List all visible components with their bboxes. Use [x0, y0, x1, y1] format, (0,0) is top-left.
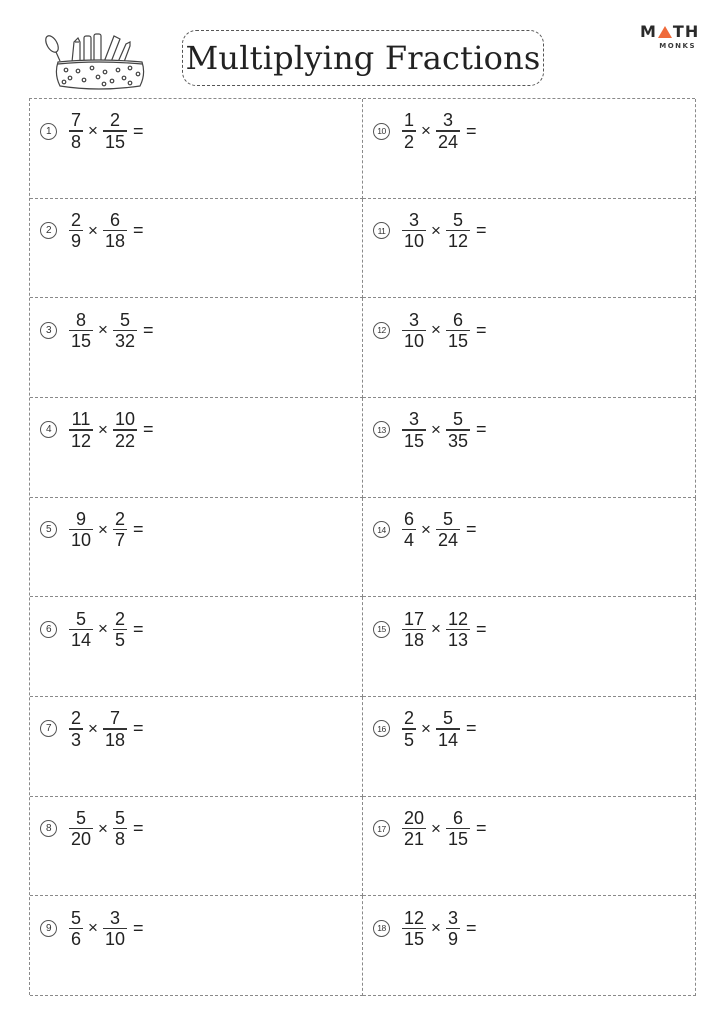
times-sign: × [431, 220, 441, 240]
fraction-a-denominator: 4 [404, 530, 415, 551]
equals-sign: = [132, 818, 144, 839]
fraction-b [113, 610, 127, 649]
problem-expression [40, 211, 144, 251]
fraction-a-denominator: 6 [71, 928, 82, 949]
math-monks-logo [640, 24, 698, 52]
problem-number-badge: 1 [40, 123, 57, 140]
fraction-a-numerator: 6 [404, 508, 415, 529]
fraction-a [402, 909, 426, 948]
fraction-b [446, 211, 470, 250]
times-sign: × [431, 419, 441, 439]
problem-cell-12[interactable] [363, 298, 696, 398]
fraction-a-numerator: 2 [71, 708, 82, 729]
fraction-a-denominator: 10 [71, 530, 92, 551]
fraction-a [402, 709, 416, 748]
equals-sign: = [476, 319, 487, 340]
problem-number-badge: 15 [373, 621, 390, 638]
fraction-b-numerator: 5 [452, 409, 463, 430]
fraction-b-denominator: 7 [114, 530, 125, 551]
problem-cell-1[interactable] [30, 99, 363, 199]
triangle-icon [658, 26, 672, 38]
problem-number-badge: 3 [40, 322, 57, 339]
fraction-a-numerator: 20 [404, 807, 425, 828]
equals-sign: = [132, 917, 144, 938]
fraction-b [113, 410, 137, 449]
times-sign: × [431, 818, 441, 838]
pencil-case-icon [42, 28, 150, 92]
problem-number-badge: 5 [40, 521, 57, 538]
fraction-a-denominator: 15 [71, 330, 92, 351]
fraction-a-denominator: 18 [404, 629, 425, 650]
problem-cell-5[interactable] [30, 498, 363, 598]
fraction-a-numerator: 8 [76, 309, 87, 330]
problem-expression [373, 809, 487, 849]
fraction-b-numerator: 5 [114, 807, 125, 828]
equals-sign: = [465, 917, 477, 938]
fraction-b [113, 311, 137, 350]
problem-cell-11[interactable] [363, 199, 696, 299]
fraction-a [69, 311, 93, 350]
fraction-b [103, 909, 127, 948]
fraction-b-denominator: 18 [104, 231, 125, 252]
title-box [182, 30, 544, 86]
problem-number-badge: 14 [373, 521, 390, 538]
fraction-b-numerator: 6 [452, 807, 463, 828]
fraction-b [103, 111, 127, 150]
problem-cell-8[interactable] [30, 797, 363, 897]
fraction-b-numerator: 5 [442, 508, 453, 529]
fraction-b [436, 510, 460, 549]
fraction-a-denominator: 2 [404, 131, 415, 152]
fraction-a [402, 410, 426, 449]
fraction-a-denominator: 3 [71, 729, 82, 750]
problem-expression [40, 609, 144, 649]
problem-cell-18[interactable] [363, 896, 696, 996]
problem-expression [40, 709, 144, 749]
fraction-b-denominator: 12 [447, 231, 468, 252]
fraction-a-numerator: 12 [404, 907, 425, 928]
fraction-b [436, 709, 460, 748]
equals-sign: = [465, 718, 477, 739]
equals-sign: = [465, 120, 477, 141]
fraction-b [446, 610, 470, 649]
problem-number-badge: 11 [373, 222, 390, 239]
times-sign: × [88, 918, 98, 938]
problem-number-badge: 4 [40, 421, 57, 438]
fraction-a-numerator: 5 [76, 608, 87, 629]
problem-expression [40, 809, 144, 849]
equals-sign: = [476, 220, 487, 241]
equals-sign: = [143, 419, 154, 440]
fraction-b-denominator: 15 [447, 330, 468, 351]
times-sign: × [431, 619, 441, 639]
problem-number-badge: 8 [40, 820, 57, 837]
fraction-b [446, 809, 470, 848]
problem-expression [40, 908, 144, 948]
fraction-b-denominator: 32 [114, 330, 135, 351]
fraction-a [69, 410, 93, 449]
fraction-b-numerator: 3 [442, 110, 453, 131]
problem-cell-17[interactable] [363, 797, 696, 897]
fraction-b [436, 111, 460, 150]
equals-sign: = [132, 718, 144, 739]
times-sign: × [431, 320, 441, 340]
problem-expression [40, 510, 144, 550]
problem-expression [373, 510, 477, 550]
equals-sign: = [476, 419, 487, 440]
fraction-a-denominator: 15 [404, 928, 425, 949]
problem-number-badge: 9 [40, 920, 57, 937]
times-sign: × [98, 818, 108, 838]
fraction-a [69, 709, 83, 748]
fraction-b-numerator: 2 [109, 110, 120, 131]
times-sign: × [98, 619, 108, 639]
times-sign: × [98, 419, 108, 439]
fraction-a-numerator: 3 [409, 309, 420, 330]
problem-cell-6[interactable] [30, 597, 363, 697]
fraction-a-denominator: 15 [404, 430, 425, 451]
problem-cell-7[interactable] [30, 697, 363, 797]
fraction-a-numerator: 2 [71, 210, 82, 230]
fraction-b-numerator: 2 [114, 508, 125, 529]
fraction-b-numerator: 10 [114, 409, 135, 430]
fraction-b-numerator: 6 [452, 309, 463, 330]
fraction-b-denominator: 24 [437, 131, 458, 152]
fraction-a-numerator: 11 [71, 409, 91, 430]
fraction-a [402, 610, 426, 649]
fraction-a-denominator: 5 [404, 729, 415, 750]
fraction-b-denominator: 15 [104, 131, 125, 152]
fraction-b [103, 709, 127, 748]
problem-expression [373, 211, 487, 251]
fraction-a [402, 311, 426, 350]
problem-number-badge: 17 [373, 820, 390, 837]
fraction-b-denominator: 18 [104, 729, 125, 750]
fraction-a [69, 211, 83, 250]
times-sign: × [431, 918, 441, 938]
fraction-b-denominator: 5 [114, 629, 125, 650]
page-title: Multiplying Fractions [185, 39, 541, 77]
fraction-a [402, 510, 416, 549]
fraction-a-denominator: 9 [71, 231, 82, 252]
problem-number-badge: 10 [373, 123, 390, 140]
problem-expression [373, 111, 477, 151]
fraction-b-denominator: 24 [437, 530, 458, 551]
fraction-a [402, 111, 416, 150]
fraction-a [69, 909, 83, 948]
times-sign: × [88, 718, 98, 738]
fraction-b-denominator: 14 [437, 729, 458, 750]
problem-number-badge: 12 [373, 322, 390, 339]
fraction-b-numerator: 3 [109, 907, 120, 928]
equals-sign: = [476, 618, 487, 639]
fraction-a-denominator: 14 [71, 629, 92, 650]
times-sign: × [88, 220, 98, 240]
fraction-a [69, 809, 93, 848]
equals-sign: = [465, 519, 477, 540]
times-sign: × [421, 718, 431, 738]
fraction-a-numerator: 3 [409, 409, 420, 430]
problem-expression [373, 310, 487, 350]
fraction-b-numerator: 5 [119, 309, 130, 330]
problem-cell-3[interactable] [30, 298, 363, 398]
problem-cell-9[interactable] [30, 896, 363, 996]
problem-expression [40, 310, 154, 350]
problem-expression [40, 410, 154, 450]
fraction-a [69, 610, 93, 649]
problem-expression [373, 410, 487, 450]
fraction-a-numerator: 5 [76, 807, 87, 828]
equals-sign: = [132, 618, 144, 639]
fraction-b-numerator: 7 [109, 708, 120, 729]
fraction-b-denominator: 9 [447, 928, 458, 949]
fraction-a-denominator: 12 [71, 430, 92, 451]
problem-expression [373, 609, 487, 649]
fraction-b [446, 311, 470, 350]
problem-cell-15[interactable] [363, 597, 696, 697]
logo-letter-m: M [640, 22, 657, 41]
equals-sign: = [132, 519, 144, 540]
equals-sign: = [476, 818, 487, 839]
problem-cell-14[interactable] [363, 498, 696, 598]
problem-expression [373, 709, 477, 749]
fraction-a-numerator: 3 [409, 210, 420, 230]
fraction-a [69, 111, 83, 150]
equals-sign: = [132, 220, 144, 241]
fraction-a-numerator: 1 [404, 110, 415, 131]
problem-number-badge: 18 [373, 920, 390, 937]
fraction-b-numerator: 3 [447, 907, 458, 928]
times-sign: × [88, 121, 98, 140]
times-sign: × [98, 320, 108, 340]
fraction-b-numerator: 6 [109, 210, 120, 230]
times-sign: × [421, 121, 431, 140]
problem-grid [29, 98, 695, 995]
fraction-b [103, 211, 127, 250]
fraction-a-numerator: 7 [71, 110, 82, 131]
fraction-a-denominator: 20 [71, 829, 92, 850]
logo-monks: MONKS [659, 42, 696, 50]
equals-sign: = [143, 319, 154, 340]
problem-number-badge: 6 [40, 621, 57, 638]
fraction-b-denominator: 35 [447, 430, 468, 451]
fraction-b [446, 909, 460, 948]
fraction-b-denominator: 8 [114, 829, 125, 850]
problem-expression [40, 111, 144, 151]
problem-number-badge: 13 [373, 421, 390, 438]
times-sign: × [98, 519, 108, 539]
fraction-b-numerator: 5 [452, 210, 463, 230]
fraction-b [113, 510, 127, 549]
fraction-b-numerator: 12 [447, 608, 468, 629]
problem-cell-2[interactable] [30, 199, 363, 299]
logo-letters-th: TH [672, 22, 700, 41]
problem-number-badge: 16 [373, 720, 390, 737]
fraction-a-denominator: 8 [71, 131, 82, 152]
equals-sign: = [132, 120, 144, 141]
logo-math [640, 24, 698, 40]
problem-cell-13[interactable] [363, 398, 696, 498]
fraction-b-denominator: 15 [447, 829, 468, 850]
fraction-b [446, 410, 470, 449]
fraction-b-numerator: 2 [114, 608, 125, 629]
problem-expression [373, 908, 477, 948]
times-sign: × [421, 519, 431, 539]
problem-number-badge: 2 [40, 222, 57, 239]
fraction-b [113, 809, 127, 848]
fraction-b-numerator: 5 [442, 708, 453, 729]
fraction-b-denominator: 13 [447, 629, 468, 650]
fraction-b-denominator: 22 [114, 430, 135, 451]
fraction-a [402, 809, 426, 848]
fraction-a-denominator: 10 [404, 330, 425, 351]
fraction-a [402, 211, 426, 250]
fraction-a-numerator: 2 [404, 708, 415, 729]
fraction-a-denominator: 10 [404, 231, 425, 252]
problem-cell-4[interactable] [30, 398, 363, 498]
fraction-a-numerator: 5 [71, 907, 82, 928]
fraction-a [69, 510, 93, 549]
problem-cell-16[interactable] [363, 697, 696, 797]
fraction-a-numerator: 9 [76, 508, 87, 529]
fraction-a-denominator: 21 [404, 829, 425, 850]
problem-cell-10[interactable] [363, 99, 696, 199]
problem-number-badge: 7 [40, 720, 57, 737]
fraction-a-numerator: 17 [404, 608, 425, 629]
fraction-b-denominator: 10 [104, 928, 125, 949]
